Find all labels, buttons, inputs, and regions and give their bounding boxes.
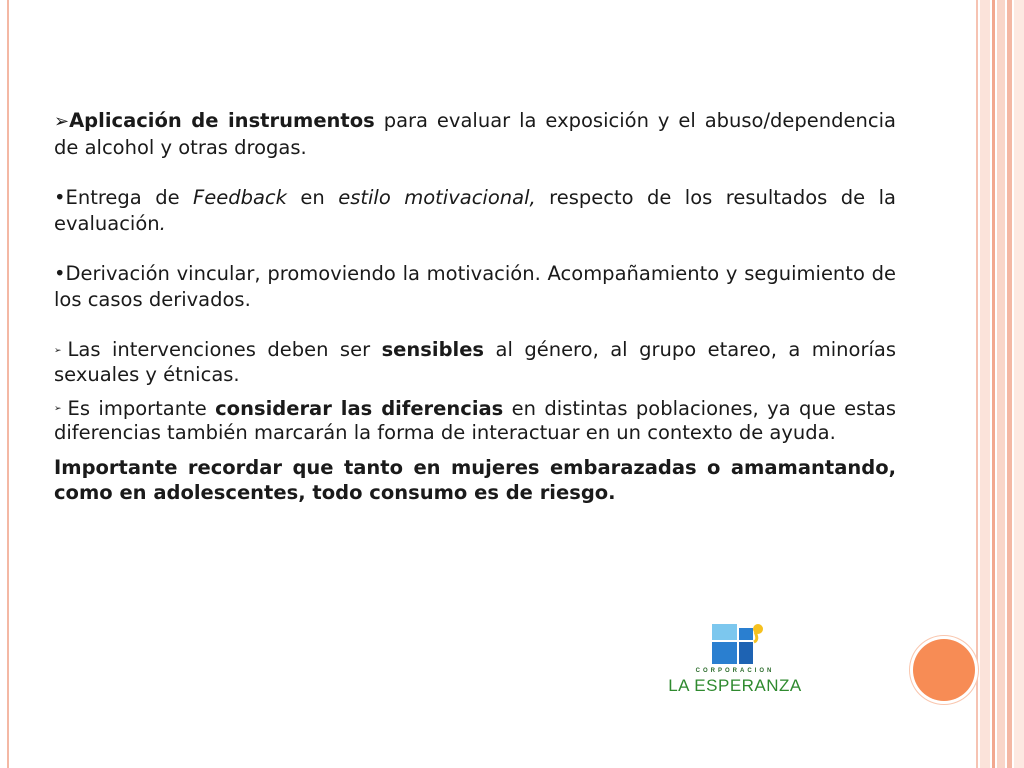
logo-mark-icon: [655, 620, 815, 670]
orange-circle-decoration: [913, 639, 975, 701]
slide-body: [54, 108, 896, 505]
left-border-line: [7, 0, 9, 768]
paragraph-diferencias: ➢ Es importante considerar las diferencias en distintas poblaciones, ya que estas diferencias también marcarán la forma de interactuar en un contexto de ayuda.: [54, 396, 896, 444]
arrow-bullet-icon: ➢: [54, 345, 62, 356]
dot-bullet-icon: •: [54, 262, 66, 285]
right-decorative-stripes: [976, 0, 1024, 768]
paragraph-intervenciones: ➢ Las intervenciones deben ser sensibles al género, al grupo etareo, a minorías sexuales y étnicas.: [54, 338, 897, 386]
logo-subtitle: CORPORACION: [695, 668, 775, 674]
paragraph-derivacion: •Derivación vincular, promoviendo la motivación. Acompañamiento y seguimiento de los casos derivados.: [54, 262, 896, 311]
dot-bullet-icon: •: [54, 186, 66, 209]
arrow-bullet-icon: ➢: [54, 111, 70, 132]
paragraph-instrumentos: ➢Aplicación de instrumentos para evaluar la exposición y el abuso/dependencia de alcohol y otras drogas.: [54, 109, 896, 159]
paragraph-feedback: •Entrega de Feedback en estilo motivacional, respecto de los resultados de la evaluación.: [54, 186, 896, 235]
arrow-bullet-icon: ➢: [54, 404, 62, 414]
paragraph-importante: Importante recordar que tanto en mujeres embarazadas o amamantando, como en adolescentes, todo consumo es de riesgo.: [54, 456, 896, 504]
corporacion-la-esperanza-logo: [655, 620, 815, 700]
logo-name: LA ESPERANZA: [668, 676, 802, 695]
